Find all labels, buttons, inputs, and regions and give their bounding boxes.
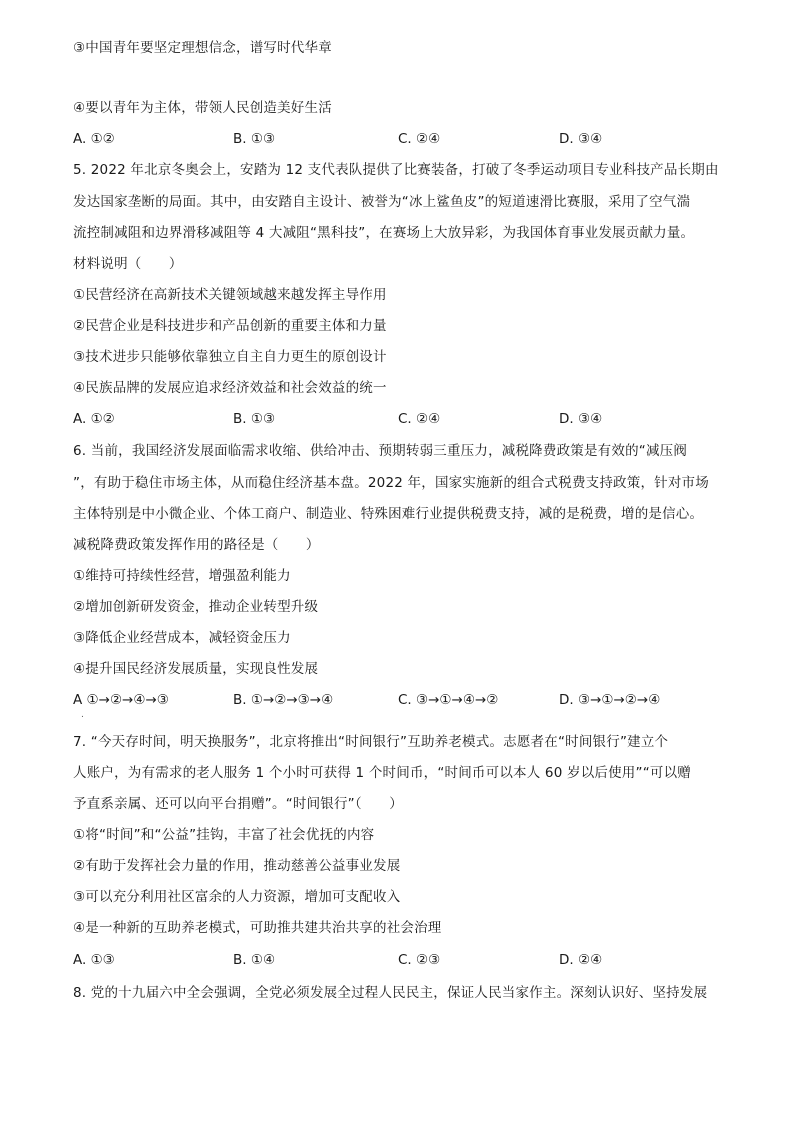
q7-option-a: A. ①③: [73, 952, 115, 968]
q5-option-c: C. ②④: [398, 411, 441, 427]
q6-stem-line-2: ”，有助于稳住市场主体，从而稳住经济基本盘。2022 年，国家实施新的组合式税费支持政策，针对市场: [73, 475, 709, 491]
q5-option-b: B. ①③: [233, 411, 276, 427]
q7-option-c: C. ②③: [398, 952, 441, 968]
q5-item-1: ①民营经济在高新技术关键领域越来越发挥主导作用: [73, 287, 387, 303]
q7-option-b: B. ①④: [233, 952, 276, 968]
q7-item-4: ④是一种新的互助养老模式，可助推共建共治共享的社会治理: [73, 920, 442, 936]
q7-item-2: ②有助于发挥社会力量的作用，推动慈善公益事业发展: [73, 858, 401, 874]
q6-option-a: A ①→②→④→③: [73, 692, 169, 708]
q4-option-c: C. ②④: [398, 131, 441, 147]
q7-item-3: ③可以充分利用社区富余的人力资源，增加可支配收入: [73, 889, 401, 905]
q6-item-4: ④提升国民经济发展质量，实现良性发展: [73, 661, 319, 677]
q4-item-3: ③中国青年要坚定理想信念，谱写时代华章: [73, 40, 332, 56]
q5-item-3: ③技术进步只能够依靠独立自主自力更生的原创设计: [73, 349, 387, 365]
q5-item-4: ④民族品牌的发展应追求经济效益和社会效益的统一: [73, 380, 387, 396]
q6-option-d: D. ③→①→②→④: [559, 692, 661, 708]
q6-option-c: C. ③→①→④→②: [398, 692, 499, 708]
q6-item-2: ②增加创新研发资金，推动企业转型升级: [73, 599, 319, 615]
q5-stem-line-2: 发达国家垄断的局面。其中，由安踏自主设计、被誉为“冰上鲨鱼皮”的短道速滑比赛服，采用了空气湍: [73, 194, 691, 210]
q5-item-2: ②民营企业是科技进步和产品创新的重要主体和力量: [73, 318, 387, 334]
q4-option-b: B. ①③: [233, 131, 276, 147]
q4-options: [73, 129, 733, 149]
q7-stem-line-3: 予直系亲属、还可以向平台捐赠”。“时间银行”（ ）: [73, 796, 403, 812]
q4-option-a: A. ①②: [73, 131, 115, 147]
q6-option-a-dot: .: [81, 710, 84, 720]
q5-stem-line-1: 5. 2022 年北京冬奥会上，安踏为 12 支代表队提供了比赛装备，打破了冬季运动项目专业科技产品长期由: [73, 162, 719, 178]
q5-stem-line-3: 流控制减阻和边界滑移减阻等 4 大减阻“黑科技”，在赛场上大放异彩，为我国体育事业发展贡献力量。: [73, 225, 695, 241]
q4-option-d: D. ③④: [559, 131, 603, 147]
q5-options: [73, 409, 733, 429]
q6-option-b: B. ①→②→③→④: [233, 692, 334, 708]
q6-item-3: ③降低企业经营成本，减轻资金压力: [73, 630, 291, 646]
q5-stem-line-4: 材料说明（ ）: [73, 256, 183, 272]
q5-option-d: D. ③④: [559, 411, 603, 427]
q6-item-1: ①维持可持续性经营，增强盈利能力: [73, 568, 291, 584]
q7-stem-line-2: 人账户，为有需求的老人服务 1 个小时可获得 1 个时间币，“时间币可以本人 60 岁以后使用”“可以赠: [73, 765, 691, 781]
q5-option-a: A. ①②: [73, 411, 115, 427]
q7-options: [73, 950, 733, 970]
q6-stem-line-4: 减税降费政策发挥作用的路径是（ ）: [73, 537, 320, 553]
q7-stem-line-1: 7. “今天存时间，明天换服务”，北京将推出“时间银行”互助养老模式。志愿者在“时间银行”建立个: [73, 734, 669, 750]
q4-item-4: ④要以青年为主体，带领人民创造美好生活: [73, 100, 332, 116]
q7-item-1: ①将“时间”和“公益”挂钩，丰富了社会优抚的内容: [73, 827, 375, 843]
q7-option-d: D. ②④: [559, 952, 603, 968]
q6-stem-line-1: 6. 当前，我国经济发展面临需求收缩、供给冲击、预期转弱三重压力，减税降费政策是有效的“减压阀: [73, 443, 688, 459]
q6-options: [73, 690, 733, 710]
q6-stem-line-3: 主体特别是中小微企业、个体工商户、制造业、特殊困难行业提供税费支持，减的是税费，增的是信心。: [73, 506, 704, 522]
q8-stem-line-1: 8. 党的十九届六中全会强调，全党必须发展全过程人民民主，保证人民当家作主。深刻认识好、坚持发展: [73, 985, 708, 1001]
